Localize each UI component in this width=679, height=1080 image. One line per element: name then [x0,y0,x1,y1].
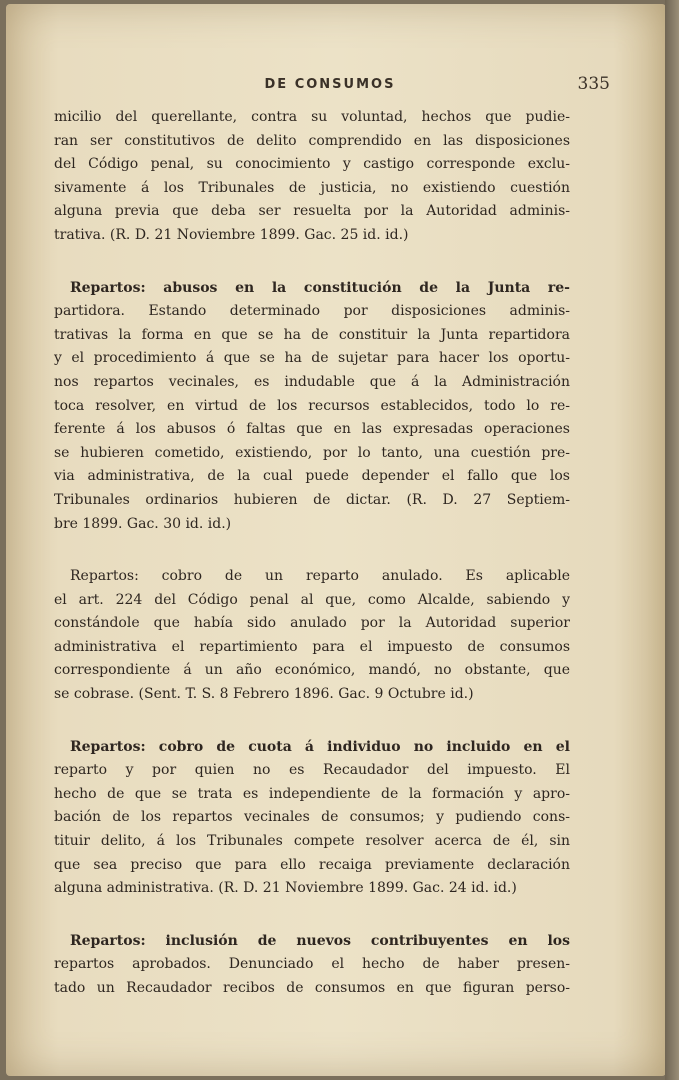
entry-heading: Repartos: abusos en la constitución de la Junta re- [70,279,570,296]
text-line: tituir delito, á los Tribunales compete resolver acerca de él, sin [54,833,570,850]
book-page [6,4,666,1076]
text-line: nos repartos vecinales, es indudable que á la Administración [54,373,570,390]
text-line: sivamente á los Tribunales de justicia, no existiendo cuestión [54,179,570,196]
text-line: trativas la forma en que se ha de constituir la Junta repartidora [54,326,570,343]
entry-nuevos-contribuyentes [54,930,570,1001]
running-header [50,74,610,98]
entry-continuation [54,106,570,248]
text-line: ferente á los abusos ó faltas que en las expresadas operaciones [54,421,570,438]
entry-reparto-anulado [54,565,570,707]
text-line: y el procedimiento á que se ha de sujetar para hacer los oportu- [54,350,570,367]
text-line: Repartos: cobro de un reparto anulado. Es aplicable [70,568,570,585]
entry-cobro-cuota [54,736,570,901]
text-line: toca resolver, en virtud de los recursos establecidos, todo lo re- [54,397,570,414]
text-line: trativa. (R. D. 21 Noviembre 1899. Gac. 25 id. id.) [54,226,409,243]
text-line: se cobrase. (Sent. T. S. 8 Febrero 1896. Gac. 9 Octubre id.) [54,686,474,703]
text-line: el art. 224 del Código penal al que, como Alcalde, sabiendo y [54,591,570,608]
text-line: Tribunales ordinarios hubieren de dictar. (R. D. 27 Septiem- [54,491,570,508]
text-line: administrativa el repartimiento para el impuesto de consumos [54,638,570,655]
text-line: bación de los repartos vecinales de consumos; y pudiendo cons- [54,809,570,826]
text-line: del Código penal, su conocimiento y castigo corresponde exclu- [54,156,570,173]
text-line: hecho de que se trata es independiente de la formación y apro- [54,785,570,802]
page-body [54,106,570,1030]
text-line: alguna administrativa. (R. D. 21 Noviembre 1899. Gac. 24 id. id.) [54,880,517,897]
entry-heading: Repartos: inclusión de nuevos contribuyentes en los [70,932,570,949]
text-line: micilio del querellante, contra su voluntad, hechos que pudie- [54,109,570,125]
text-line: partidora. Estando determinado por disposiciones adminis- [54,303,570,320]
entry-heading: Repartos: cobro de cuota á individuo no incluido en el [70,738,570,755]
entry-abusos-junta [54,277,570,537]
text-line: se hubieren cometido, existiendo, por lo tanto, una cuestión pre- [54,444,570,461]
text-line: constándole que había sido anulado por la Autoridad superior [54,615,570,632]
book-spine-edge [665,0,679,1080]
text-line: ran ser constitutivos de delito comprendido en las disposiciones [54,132,570,149]
text-line: tado un Recaudador recibos de consumos en que figuran perso- [54,980,570,996]
running-title: DE CONSUMOS [264,77,396,92]
text-line: via administrativa, de la cual puede depender el fallo que los [54,468,570,485]
text-line: correspondiente á un año económico, mandó, no obstante, que [54,662,570,679]
page-number: 335 [577,74,610,94]
text-line: repartos aprobados. Denunciado el hecho de haber presen- [54,956,570,973]
text-line: reparto y por quien no es Recaudador del impuesto. El [54,762,570,779]
text-line: bre 1899. Gac. 30 id. id.) [54,515,232,532]
text-line: alguna previa que deba ser resuelta por la Autoridad adminis- [54,203,570,220]
text-line: que sea preciso que para ello recaiga previamente declaración [54,856,570,873]
